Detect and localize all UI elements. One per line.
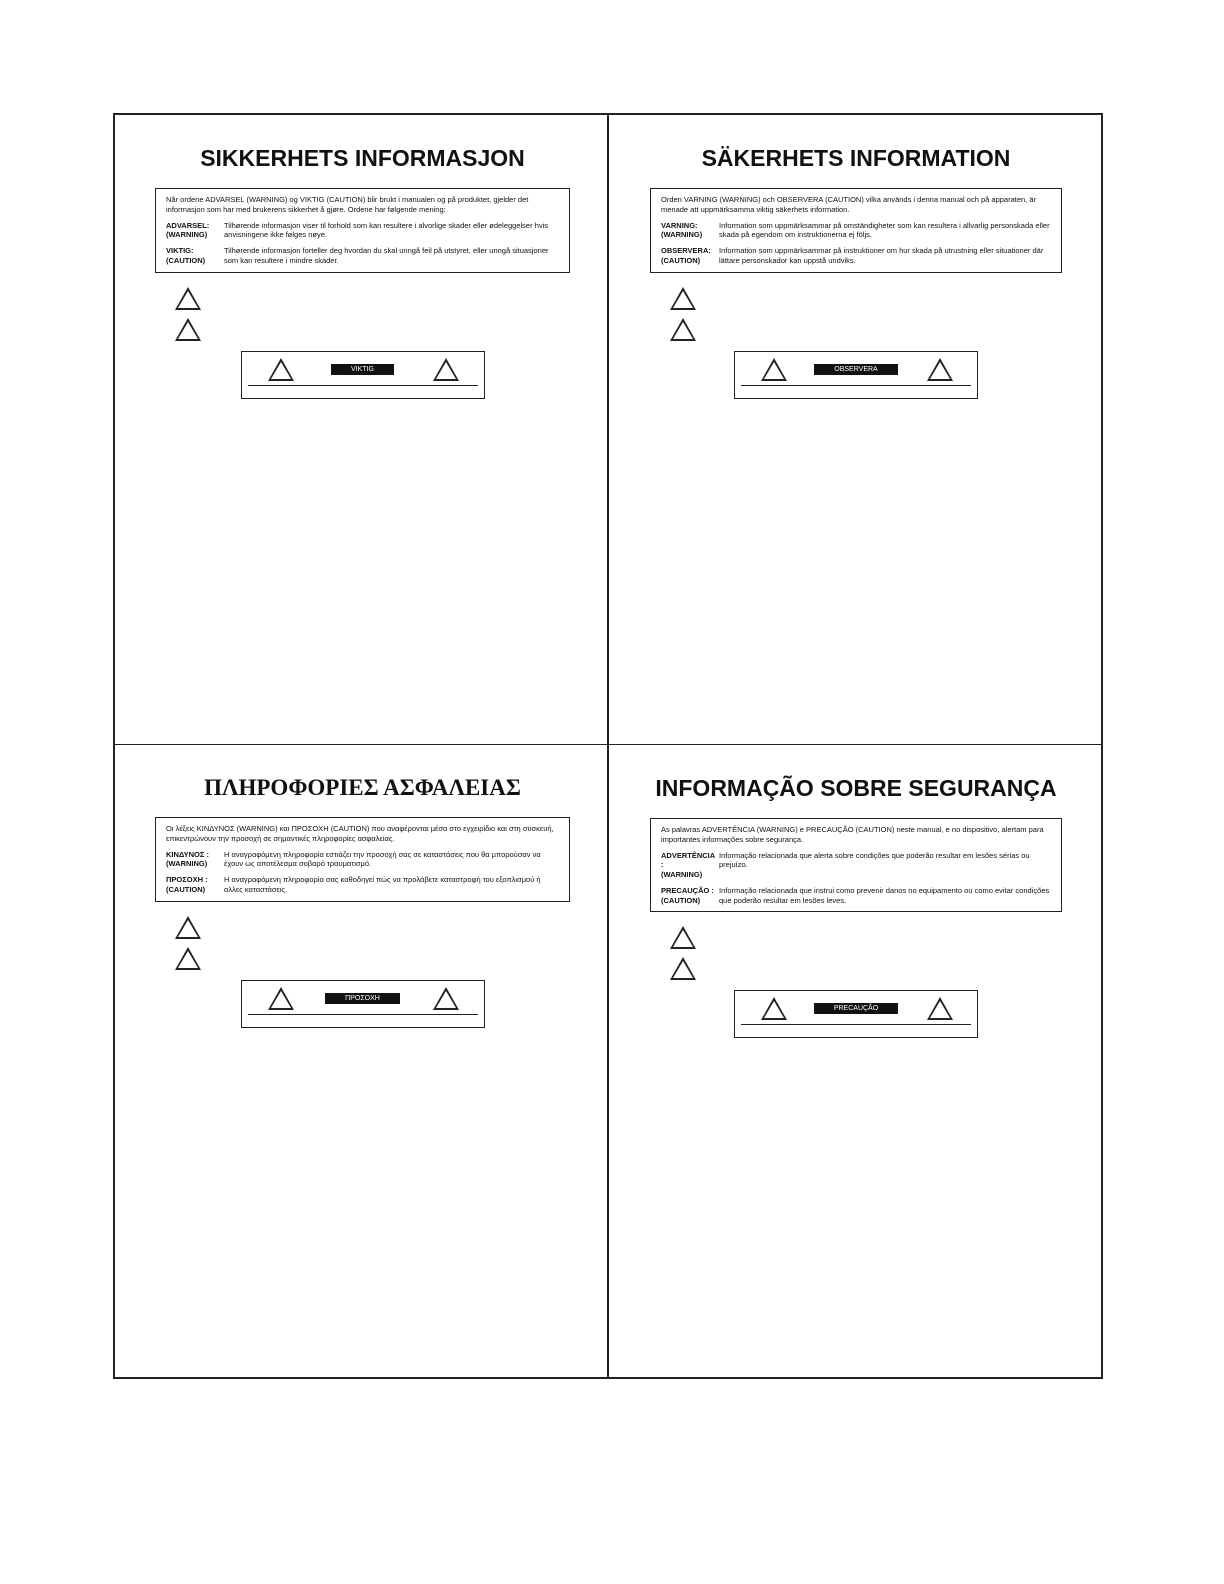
section-greek	[115, 745, 610, 1380]
exclamation-triangle-icon	[433, 358, 459, 381]
warning-key: VARNING:	[661, 220, 698, 230]
warning-text: Informação relacionada que alerta sobre condições que poderão resultar em lesões sérias ou prejuízo.	[719, 850, 1030, 870]
warning-key: ADVARSEL:	[166, 220, 210, 230]
caution-key-en: (CAUTION)	[661, 255, 701, 265]
lightning-triangle-icon	[175, 916, 201, 939]
warning-key-en: (WARNING)	[661, 870, 703, 879]
label-title: OBSERVERA	[814, 364, 897, 375]
warning-text: Information som uppmärksammar på omständigheter som kan resultera i allvarlig personskada eller skada på egendom om instruktionerna ej följs.	[719, 220, 1050, 240]
caution-key: VIKTIG:	[166, 246, 194, 255]
label-title: ΠΡΟΣΟΧΗ	[325, 993, 400, 1004]
caution-text: Tilhørende informasjon forteller deg hvordan du skal unngå feil på utstyret, eller unngå situasjoner som kan resultere i mindre skader.	[224, 246, 549, 265]
label-title: PRECAUÇÃO	[814, 1003, 898, 1014]
caution-label	[241, 980, 485, 1028]
signal-words-box	[650, 188, 1062, 273]
exclamation-triangle-icon	[670, 318, 696, 341]
lightning-symbol-row	[650, 926, 1062, 949]
caution-key-en: (CAUTION)	[166, 884, 206, 894]
caution-key-en: (CAUTION)	[166, 255, 206, 265]
section-norwegian	[115, 115, 610, 745]
caution-text: Information som uppmärksammar på instruktioner om hur skada på utrustning eller situationer där lättare personskador kan uppstå undviks.	[719, 246, 1044, 265]
exclamation-triangle-icon	[927, 997, 953, 1020]
warning-key: ΚΙΝΔΥΝΟΣ :	[166, 849, 209, 859]
intro-text: As palavras ADVERTÊNCIA (WARNING) e PRECAUÇÃO (CAUTION) neste manual, e no dispositivo, alertam para importantes informações sobre segurança.	[661, 825, 1044, 844]
caution-key: PRECAUÇÃO :	[661, 885, 714, 895]
warning-key-en: (WARNING)	[661, 230, 703, 240]
warning-key-en: (WARNING)	[166, 230, 208, 240]
lightning-symbol-row	[155, 287, 570, 310]
label-title: VIKTIG	[331, 364, 394, 375]
exclamation-triangle-icon	[670, 957, 696, 980]
exclamation-triangle-icon	[433, 987, 459, 1010]
exclamation-triangle-icon	[175, 947, 201, 970]
warning-key: ADVERTÊNCIA :	[661, 850, 715, 870]
lightning-symbol-row	[155, 916, 570, 939]
section-title: ΠΛΗΡΟΦΟΡΙΕΣ ΑΣΦΑΛΕΙΑΣ	[204, 775, 521, 800]
caution-label	[734, 351, 978, 399]
intro-text: Οι λέξεις ΚΙΝΔΥΝΟΣ (WARNING) και ΠΡΟΣΟΧΗ (CAUTION) που αναφέρονται μέσα στο εγχειρίδιο και στη συσκευή, επικεντρώνουν την προσοχή σε σημαντικές πληροφορίες ασφαλείας.	[166, 824, 554, 843]
caution-label	[734, 990, 978, 1038]
caution-key: OBSERVERA:	[661, 246, 711, 255]
lightning-triangle-icon	[268, 987, 294, 1010]
warning-key-en: (WARNING)	[166, 859, 208, 869]
lightning-triangle-icon	[761, 358, 787, 381]
exclamation-triangle-icon	[927, 358, 953, 381]
intro-text: Orden VARNING (WARNING) och OBSERVERA (CAUTION) vilka används i denna manual och på apparaten, är menade att uppmärksamma viktig säkerhets information.	[661, 195, 1037, 214]
caution-key: ΠΡΟΣΟΧΗ :	[166, 875, 208, 884]
lightning-triangle-icon	[670, 287, 696, 310]
exclamation-symbol-row	[650, 318, 1062, 341]
caution-key-en: (CAUTION)	[661, 895, 701, 905]
exclamation-symbol-row	[155, 947, 570, 970]
lightning-triangle-icon	[761, 997, 787, 1020]
exclamation-symbol-row	[155, 318, 570, 341]
caution-text: Informação relacionada que instrui como prevenir danos no equipamento ou como evitar condições que poderão resultar em lesões leves.	[719, 885, 1050, 905]
section-portuguese	[610, 745, 1102, 1380]
exclamation-triangle-icon	[175, 318, 201, 341]
section-title: SIKKERHETS INFORMASJON	[200, 145, 525, 171]
lightning-triangle-icon	[268, 358, 294, 381]
warning-text: Η αναγραφόμενη πληροφορία εστιάζει την προσοχή σας σε καταστάσεις που θα μπορούσαν να έχουν ως αποτέλεσμα σοβαρό τραυματισμό.	[224, 849, 541, 869]
section-swedish	[610, 115, 1102, 745]
signal-words-box	[155, 188, 570, 273]
lightning-triangle-icon	[175, 287, 201, 310]
intro-text: Når ordene ADVARSEL (WARNING) og VIKTIG (CAUTION) blir brukt i manualen og på produktet, gjelder det informasjon som har med brukerens sikkerhet å gjøre. Ordene har følgende mening:	[166, 195, 529, 214]
signal-words-box	[650, 818, 1062, 912]
signal-words-box	[155, 817, 570, 902]
caution-label	[241, 351, 485, 399]
exclamation-symbol-row	[650, 957, 1062, 980]
lightning-triangle-icon	[670, 926, 696, 949]
lightning-symbol-row	[650, 287, 1062, 310]
warning-text: Tilhørende informasjon viser til forhold som kan resultere i alvorlige skader eller ødeleggelser hvis anvisningene ikke følges nøye.	[224, 220, 549, 240]
section-title: INFORMAÇÃO SOBRE SEGURANÇA	[655, 775, 1057, 801]
section-title: SÄKERHETS INFORMATION	[701, 145, 1011, 171]
caution-text: Η αναγραφόμενη πληροφορία σας καθοδηγεί πώς να προλάβετε καταστροφή του εξοπλισμού ή αλλες καταστάσεις.	[224, 875, 541, 894]
